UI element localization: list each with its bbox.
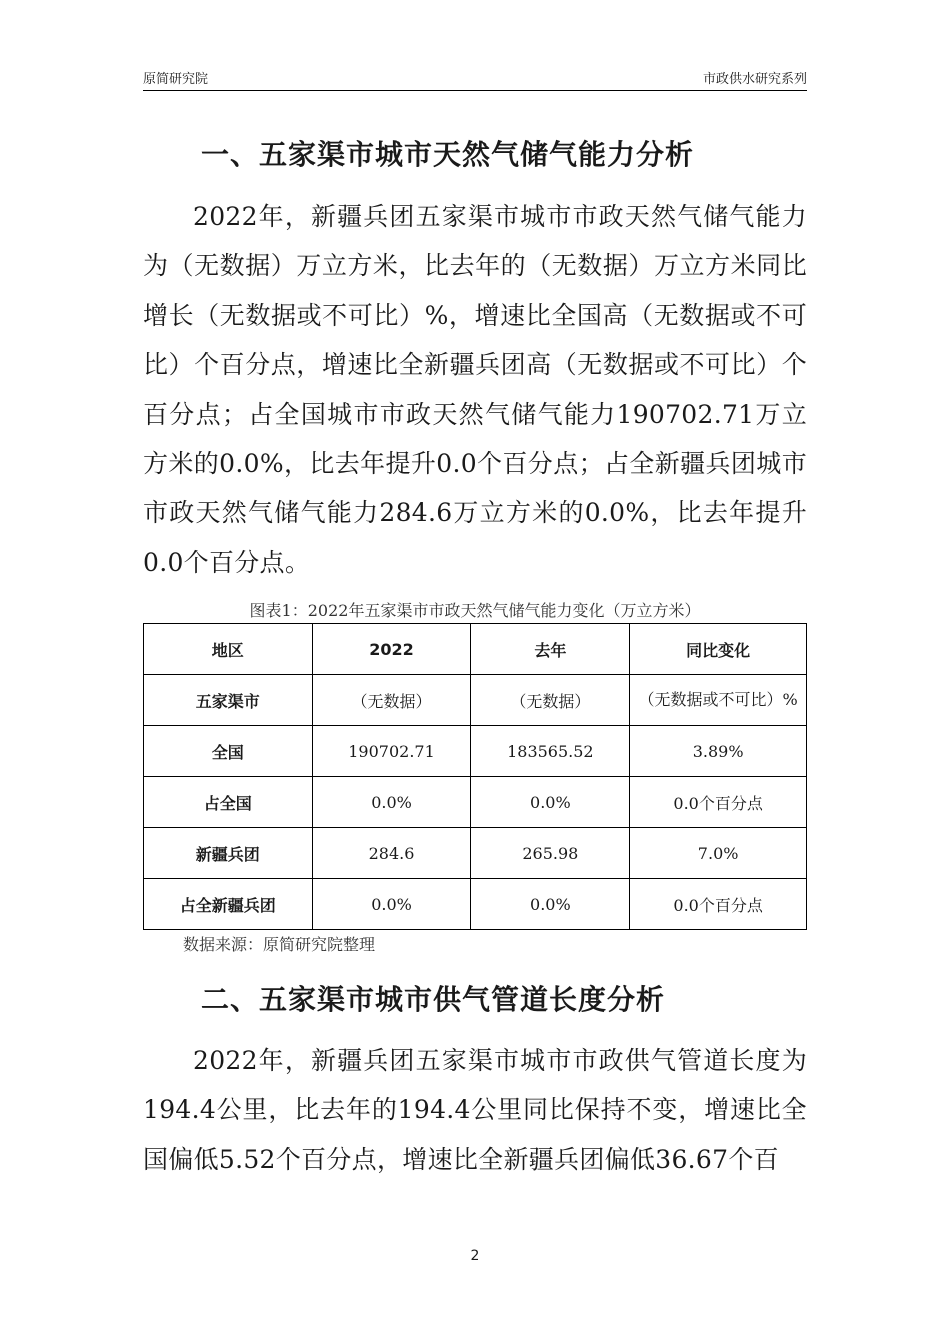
table-source: 数据来源：原简研究院整理 [183,935,376,954]
table-cell: 7.0% [630,828,807,879]
table-header-cell: 2022 [312,624,471,675]
table-row [144,777,807,828]
table-header-cell: 地区 [144,624,313,675]
table-cell: 183565.52 [471,726,630,777]
table-row-label: 新疆兵团 [144,828,313,879]
table-cell: 265.98 [471,828,630,879]
data-table [143,623,807,930]
section2-paragraph: 2022年，新疆兵团五家渠市城市市政供气管道长度为194.4公里，比去年的194.4公里同比保持不变，增速比全国偏低5.52个百分点，增速比全新疆兵团偏低36.67个百 [143,1046,807,1174]
table-cell: 284.6 [312,828,471,879]
table-cell: 190702.71 [312,726,471,777]
table-row [144,726,807,777]
table-row-label: 占全新疆兵团 [144,879,313,930]
table-cell: 0.0% [471,879,630,930]
table-cell: 0.0个百分点 [630,777,807,828]
page-header [143,66,807,91]
table-row [144,879,807,930]
section1-title: 一、五家渠市城市天然气储气能力分析 [201,138,695,171]
table-header-cell: 去年 [471,624,630,675]
table-cell: （无数据） [312,675,471,726]
table-caption: 图表1：2022年五家渠市市政天然气储气能力变化（万立方米） [249,601,701,620]
table-cell: 0.0% [312,777,471,828]
table-row [144,675,807,726]
page-number: 2 [470,1248,480,1264]
table-cell: 0.0个百分点 [630,879,807,930]
table-row-label: 占全国 [144,777,313,828]
header-series: 市政供水研究系列 [702,72,807,87]
table-row [144,828,807,879]
table-row-label: 五家渠市 [144,675,313,726]
table-header-row [144,624,807,675]
section1-paragraph: 2022年，新疆兵团五家渠市城市市政天然气储气能力为（无数据）万立方米，比去年的（无数据）万立方米同比增长（无数据或不可比）%，增速比全国高（无数据或不可比）个百分点，增速比全新疆兵团高（无数据或不可比）个百分点；占全国城市市政天然气储气能力190702.71万立方米的0.0%，比去年提升0.0个百分点；占全新疆兵团城市市政天然气储气能力284.6万立方米的0.0%，比去年提升0.0个百分点。 [143,202,807,577]
table-cell: 0.0% [471,777,630,828]
table-cell: （无数据或不可比）% [630,675,807,726]
table-row-label: 全国 [144,726,313,777]
table-header-cell: 同比变化 [630,624,807,675]
table-cell: 0.0% [312,879,471,930]
table-cell: （无数据） [471,675,630,726]
section2-title: 二、五家渠市城市供气管道长度分析 [201,983,666,1016]
table-cell: 3.89% [630,726,807,777]
header-org: 原简研究院 [143,72,209,87]
